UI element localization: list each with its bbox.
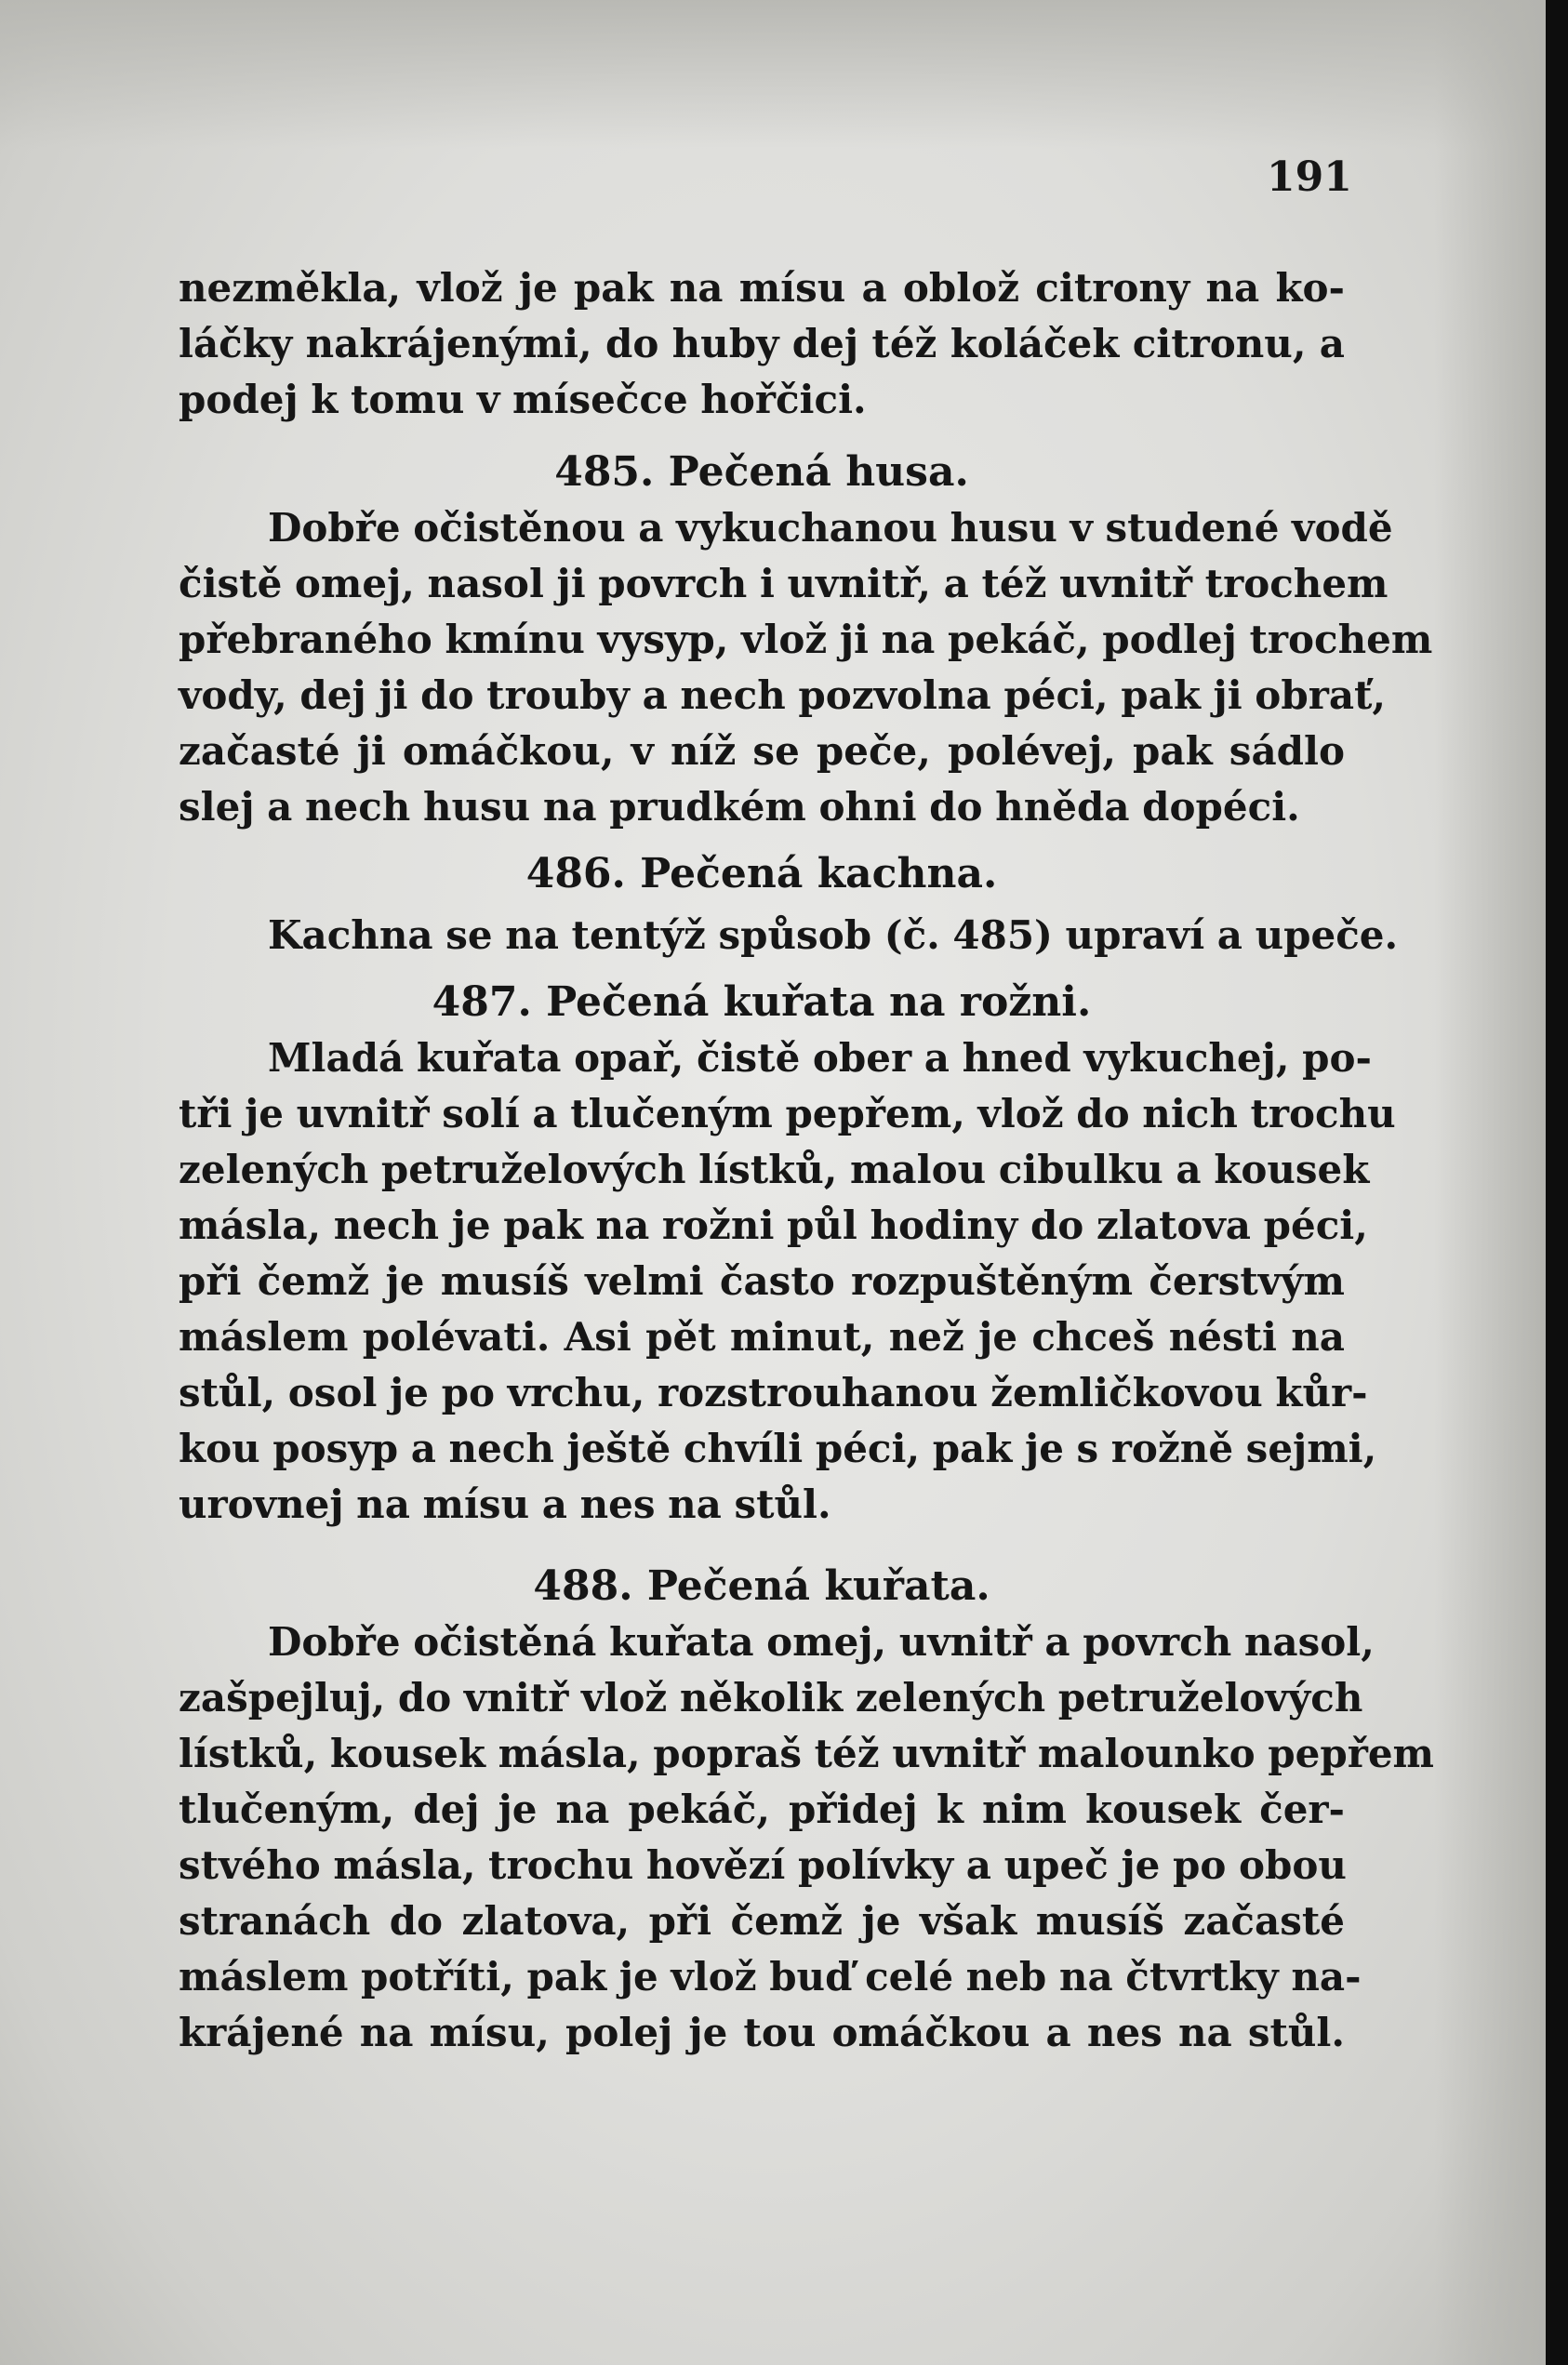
text-line: Mladá kuřata opař, čistě ober a hned vykuchej, po- xyxy=(268,1035,1372,1081)
text-line: Kachna se na tentýž spůsob (č. 485) upraví a upeče. xyxy=(268,912,1399,958)
text-line: nezměkla, vlož je pak na mísu a oblož citrony na ko- xyxy=(179,265,1345,311)
recipe-heading: 485. Pečená husa. xyxy=(554,448,969,496)
text-line: začasté ji omáčkou, v níž se peče, polévej, pak sádlo xyxy=(179,728,1345,774)
text-line: při čemž je musíš velmi často rozpuštěným čerstvým xyxy=(179,1258,1345,1304)
scan-border xyxy=(1546,0,1568,2365)
text-line: krájené na mísu, polej je tou omáčkou a nes na stůl. xyxy=(179,2010,1345,2055)
text-line: zelených petruželových lístků, malou cibulku a kousek xyxy=(179,1147,1370,1192)
text-line: máslem potříti, pak je vlož buď celé neb na čtvrtky na- xyxy=(179,1954,1362,2000)
text-line: zašpejluj, do vnitř vlož několik zelených petruželových xyxy=(179,1675,1363,1721)
intro-paragraph xyxy=(179,260,1345,428)
text-line: tři je uvnitř solí a tlučeným pepřem, vlož do nich trochu xyxy=(179,1091,1396,1136)
text-line: stvého másla, trochu hovězí polívky a upeč je po obou xyxy=(179,1842,1347,1888)
text-line: Dobře očistěnou a vykuchanou husu v studené vodě xyxy=(268,505,1393,551)
text-line: čistě omej, nasol ji povrch i uvnitř, a též uvnitř trochem xyxy=(179,561,1389,606)
text-line: kou posyp a nech ještě chvíli péci, pak je s rožně sejmi, xyxy=(179,1426,1377,1471)
recipe-heading: 488. Pečená kuřata. xyxy=(533,1562,990,1610)
recipe-485 xyxy=(179,445,1433,835)
recipe-heading: 487. Pečená kuřata na rožni. xyxy=(432,978,1092,1026)
recipe-488 xyxy=(179,1559,1435,2061)
text-line: láčky nakrájenými, do huby dej též koláček citronu, a xyxy=(179,321,1345,366)
text-line: vody, dej ji do trouby a nech pozvolna péci, pak ji obrať, xyxy=(179,672,1387,718)
text-line: přebraného kmínu vysyp, vlož ji na pekáč, podlej trochem xyxy=(179,617,1433,662)
text-line: urovnej na mísu a nes na stůl. xyxy=(179,1481,831,1527)
text-line: Dobře očistěná kuřata omej, uvnitř a povrch nasol, xyxy=(268,1619,1375,1665)
text-line: másla, nech je pak na rožni půl hodiny do zlatova péci, xyxy=(179,1202,1368,1248)
text-line: máslem polévati. Asi pět minut, než je chceš nésti na xyxy=(179,1314,1345,1360)
recipe-487 xyxy=(179,975,1396,1533)
page-number: 191 xyxy=(1267,153,1352,201)
text-line: tlučeným, dej je na pekáč, přidej k nim kousek čer- xyxy=(179,1787,1345,1832)
recipe-486 xyxy=(179,846,1399,963)
text-line: stůl, osol je po vrchu, rozstrouhanou žemličkovou kůr- xyxy=(179,1370,1368,1415)
recipe-heading: 486. Pečená kachna. xyxy=(525,850,998,897)
text-line: lístků, kousek másla, popraš též uvnitř malounko pepřem xyxy=(179,1731,1435,1776)
text-line: slej a nech husu na prudkém ohni do hněda dopéci. xyxy=(179,784,1300,830)
text-line: podej k tomu v mísečce hořčici. xyxy=(179,377,867,422)
page-content xyxy=(179,260,1435,2061)
text-line: stranách do zlatova, při čemž je však musíš začasté xyxy=(179,1898,1345,1944)
